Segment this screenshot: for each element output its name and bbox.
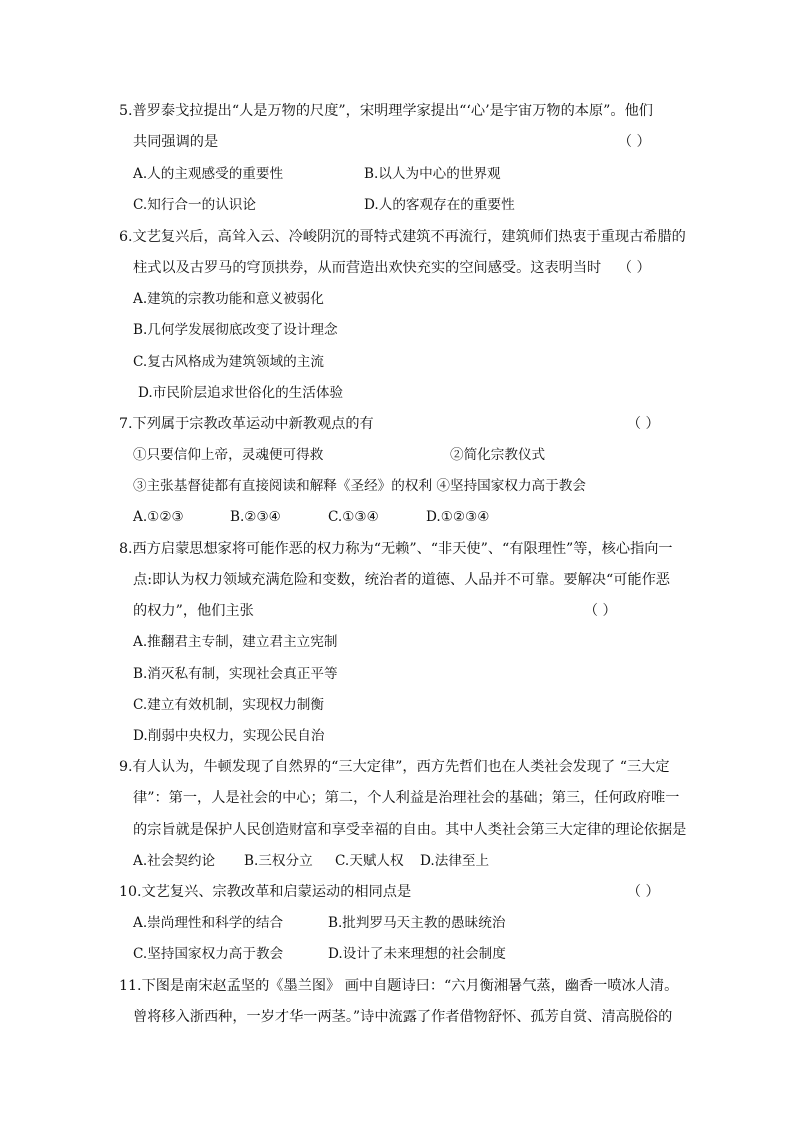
q9-option-d: D.法律至上 — [420, 853, 490, 869]
q5-option-b: B.以人为中心的世界观 — [364, 166, 501, 182]
q8-answer-blank: （ ） — [584, 603, 617, 619]
q6-option-c: C.复古风格成为建筑领域的主流 — [133, 354, 324, 370]
q9-option-b: B.三权分立 — [244, 853, 313, 869]
q7-option-d: D.①②③④ — [426, 509, 490, 525]
q8-stem-line1: 8.西方启蒙思想家将可能作恶的权力称为“无赖”、“非天使”、“有限理性”等，核心指向一 — [119, 541, 673, 557]
q6-option-b: B.几何学发展彻底改变了设计理念 — [133, 322, 338, 338]
q6-option-d: D.市民阶层追求世俗化的生活体验 — [138, 385, 344, 401]
q6-option-a: A.建筑的宗教功能和意义被弱化 — [133, 291, 324, 307]
q8-option-d: D.削弱中央权力，实现公民自治 — [133, 728, 325, 744]
q10-answer-blank: （ ） — [627, 884, 660, 900]
q11-stem-line2: 曾将移入浙西种，一岁才华一两茎。”诗中流露了作者借物舒怀、孤芳自赏、清高脱俗的 — [133, 1009, 673, 1025]
q5-stem-line1: 5.普罗泰戈拉提出“人是万物的尺度”，宋明理学家提出“‘心’是宇宙万物的本原”。他们 — [119, 103, 653, 119]
q5-option-a: A.人的主观感受的重要性 — [133, 166, 284, 182]
q7-item-2: ②简化宗教仪式 — [450, 447, 546, 463]
q5-answer-blank: （ ） — [618, 134, 651, 150]
q5-option-d: D.人的客观存在的重要性 — [364, 197, 515, 213]
q7-item-3-4: ③主张基督徒都有直接阅读和解释《圣经》的权利 ④坚持国家权力高于教会 — [133, 478, 586, 494]
q11-stem-line1: 11.下图是南宋赵孟坚的《墨兰图》 画中自题诗曰：“六月衡湘暑气蒸，幽香一喷冰人清。 — [119, 978, 679, 994]
q6-answer-blank: （ ） — [618, 260, 651, 276]
q7-option-b: B.②③④ — [230, 509, 281, 525]
q8-option-b: B.消灭私有制，实现社会真正平等 — [133, 666, 338, 682]
q9-stem-line1: 9.有人认为，牛顿发现了自然界的“三大定律”，西方先哲们也在人类社会发现了 “三大定 — [119, 759, 670, 775]
q10-option-c: C.坚持国家权力高于教会 — [133, 946, 284, 962]
q10-stem-line1: 10.文艺复兴、宗教改革和启蒙运动的相同点是 — [119, 884, 412, 900]
q9-option-a: A.社会契约论 — [133, 853, 216, 869]
q8-option-c: C.建立有效机制，实现权力制衡 — [133, 697, 324, 713]
q10-option-d: D.设计了未来理想的社会制度 — [328, 946, 506, 962]
q8-stem-line2: 点:即认为权力领域充满危险和变数，统治者的道德、人品并不可靠。要解决“可能作恶 — [133, 572, 670, 588]
q9-stem-line2: 律”：第一，人是社会的中心；第二，个人利益是治理社会的基础；第三，任何政府唯一 — [133, 790, 680, 806]
q9-stem-line3: 的宗旨就是保护人民创造财富和享受幸福的自由。其中人类社会第三大定律的理论依据是 — [133, 822, 687, 838]
q8-option-a: A.推翻君主专制，建立君主立宪制 — [133, 634, 338, 650]
q9-option-c: C.天赋人权 — [335, 853, 404, 869]
q10-option-b: B.批判罗马天主教的愚昧统治 — [328, 915, 506, 931]
q7-answer-blank: （ ） — [627, 416, 660, 432]
q5-stem-line2: 共同强调的是 — [133, 134, 219, 150]
q8-stem-line3: 的权力”，他们主张 — [133, 603, 254, 619]
q7-item-1: ①只要信仰上帝，灵魂便可得救 — [133, 447, 324, 463]
q6-stem-line2: 柱式以及古罗马的穹顶拱券，从而营造出欢快充实的空间感受。这表明当时 — [133, 260, 602, 276]
q7-option-a: A.①②③ — [133, 509, 184, 525]
q6-stem-line1: 6.文艺复兴后，高耸入云、冷峻阴沉的哥特式建筑不再流行，建筑师们热衷于重现古希腊的 — [119, 229, 686, 245]
q10-option-a: A.崇尚理性和科学的结合 — [133, 915, 284, 931]
q7-option-c: C.①③④ — [328, 509, 379, 525]
q5-option-c: C.知行合一的认识论 — [133, 197, 256, 213]
q7-stem-line1: 7.下列属于宗教改革运动中新教观点的有 — [119, 416, 374, 432]
